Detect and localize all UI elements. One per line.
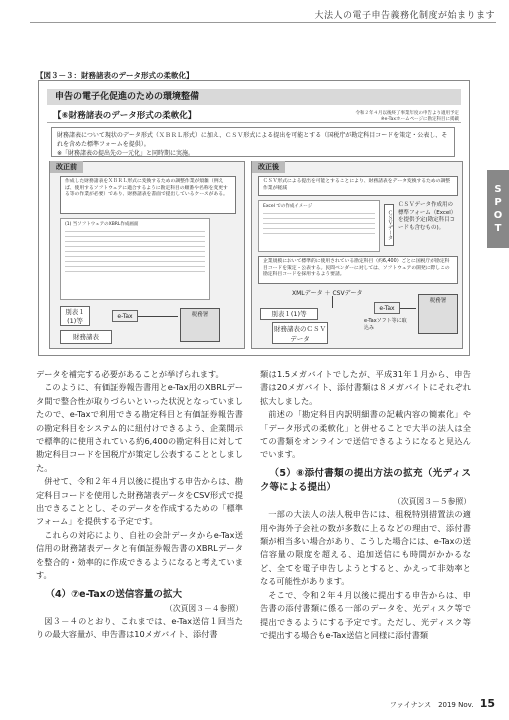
after-arrow [400,308,416,309]
page-number: 15 [479,697,495,710]
xbrl-screen-image [60,218,210,300]
figure-label: 【図３－３：財務諸表のデータ形式の柔軟化】 [36,71,194,80]
right-column [260,368,471,642]
spot-section-tab [487,170,509,248]
figure-description [51,127,455,157]
format-label: XMLデータ ＋ CSVデータ [292,290,363,297]
spot-letter: P [494,197,502,208]
xbrl-screen-title: (1) 当ソフトウェアのXBRL作成画面 [65,222,139,227]
section-heading: （5）⑧添付書類の提出方法の拡充（光ディスク等による提出） [260,467,471,493]
etax-import-note: e-Taxソフト等に取込み [364,318,407,331]
before-panel [49,161,245,349]
subnote-line-1: 令和２年４月以後終了事業年度の申告より適用予定 [355,111,459,116]
description-main: 財務諸表について現状のデータ形式（ＸＢＲＬ形式）に加え、ＣＳＶ形式による提出を可能とする（国税庁が勘定科目コードを策定・公表し、それを含めた標準フォームを提供）。 [57,132,448,148]
spot-letter: T [494,223,502,234]
before-office-label: 税務署 [191,312,209,318]
paragraph: これらの対応により、自社の会計データからe-Tax送信用の財務諸表データと有価証券報告書のXBRLデータを整合的・効率的に作成できるようになると考えています。 [36,529,243,581]
before-fs-box: 財務諸表 [60,330,112,344]
paragraph: 図３－４のとおり、これまでは、e-Tax送信１回当たりの最大容量が、申告書は10メガバイト、添付書 [36,615,243,640]
paragraph: このように、有価証券報告書用とe-Tax用のXBRLデータ間で整合性が取りづらいといった状況となっていましたので、e-Taxで利用できる勘定科目と有価証券報告書の勘定科目をシステム的に紐付けできるよう、企業開示で標準的に使用されている約6,400の勘定科目に対して勘定科目コードを国税庁が策定し公表することとしました。 [36,382,243,473]
excel-image [258,200,380,252]
figure-subheading: 【⑥財務諸表のデータ形式の柔軟化】 [47,109,461,123]
paragraph: データを補完する必要があることが挙げられます。 [36,369,224,379]
after-note-codes: 企業規模において標準的に使用されている勘定科目（約6,400）ごとに国税庁が勘定科目コードを策定・公表する。民間ベンダーに対しては、ソフトウェアの開発に際しこの勘定科目コードを採用するよう要請。 [258,256,458,284]
after-panel [251,161,463,349]
paragraph: 前述の「勘定科目内訳明細書の記載内容の簡素化」や「データ形式の柔軟化」と併せることで大半の法人は全ての書類をオンラインで送信できるようになると見込んでいます。 [260,409,471,460]
spot-letter: S [494,184,502,195]
after-office-label: 税務署 [429,298,447,304]
running-header: 大法人の電子申告義務化制度が始まります [314,11,495,21]
after-fs-csv-box: 財務諸表のＣＳＶデータ [272,322,328,344]
left-column [36,368,243,642]
figure-subnote [356,111,460,123]
after-form-box: 別表１(1)等 [260,308,318,320]
paragraph: 一部の大法人の法人税申告には、租税特別措置法の適用や海外子会社の数が多数に上るなどの理由で、添付書類が相当多い場合があり、こうした場合には、e-Taxの送信容量の限度を超える、追加送信にも時間がかかるなど、全てを電子申告しようとすると、かえって非効率となる可能性があります。 [260,509,471,587]
excel-image-title: Excel での作成イメージ [263,204,313,209]
before-form-box: 別表１(1)等 [60,306,90,326]
paragraph: 併せて、令和２年４月以後に提出する申告からは、勘定科目コードを使用した財務諸表データをCSV形式で提出できることとし、そのデータを作成するための「標準フォーム」を提供する予定です。 [36,476,243,527]
after-arrow-down [332,296,333,308]
csv-data-box: ＣＳＶデータ [384,204,394,246]
paragraph: そこで、令和２年４月以後に提出する申告からは、申告書の添付書類に係る一部のデータを、光ディスク等で提出できるようにする予定です。ただし、光ディスク等で提出する場合もe-Tax送信と同様に添付書類 [260,589,471,640]
before-etax-box: e-Tax [112,310,138,322]
before-arrow [138,316,178,317]
header-rule [30,22,496,23]
paragraph: 類は1.5メガバイトでしたが、平成31年１月から、申告書は20メガバイト、添付書類は８メガバイトにそれぞれ拡大しました。 [260,369,471,406]
after-tag: 改正後 [252,161,285,173]
before-tag: 改正前 [50,161,83,173]
magazine-name: ファイナンス 2019 Nov. [389,701,474,709]
figure-heading: 申告の電子化促進のための環境整備 [47,89,461,105]
section-reference: （次頁図３－４参照） [165,603,243,613]
csv-caption: ＣＳＶデータ作成用の標準フォーム（Excel）を提供予定(勘定科目コードも含むもの)。 [398,202,457,231]
description-note: ※「財務諸表の提出先の一元化」と同時期に実施。 [57,150,195,157]
before-note: 作成した財務諸表をＸＢＲＬ形式に変換するための調整作業が煩雑（例えば、使用するソフトウェアに適合するように勘定科目の順番や名称を変更する等の作業が必要）であり、財務諸表を書面で提出しているケースがある。 [60,176,236,214]
spot-letter: O [493,210,503,221]
after-note: ＣＳＶ形式による提出を可能とすることにより、財務諸表をデータ変換するための調整作業が軽減 [258,176,458,196]
after-etax-box: e-Tax [374,302,400,314]
figure-3-3 [38,80,470,356]
subnote-line-2: ※e-Taxホームページに勘定科目に掲載 [380,117,459,122]
section-reference: （次頁図３－５参照） [393,496,471,506]
page-footer [390,697,495,710]
section-heading: （4）⑦e-Taxの送信容量の拡大 [45,588,182,600]
